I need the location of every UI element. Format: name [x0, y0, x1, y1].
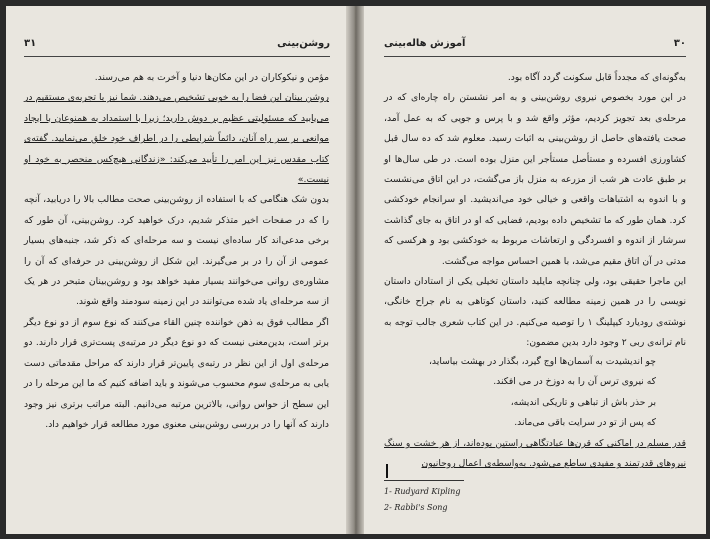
paragraph: اگر مطالب فوق به ذهن خواننده چنین القاء می‌کنند که نوع سوم از دو نوع دیگر برتر است، بدین‌معنی نیست که دو نوع دیگر در مرتبه‌ی پست‌تری قرار دارند. دو مرحله‌ی اول از این نظر در رتبه‌ی پایین‌تر قرار دارند که مراحل مقدماتی دست یابی به مرحله‌ی سوم محسوب می‌شوند و باید اضافه کنیم که ما این مرحله را در این سطح از حواس روانی، بالاترین مرتبه می‌دانیم. البته مراتب برتری نیز وجود دارند که آنها را در بررسی روشن‌بینی معنوی مورد مطالعه قرار خواهیم داد.: [24, 316, 329, 430]
right-page: [356, 6, 706, 534]
paragraph: مؤمن و نیکوکاران در این مکان‌ها دنیا و آخرت به هم می‌رسند.: [94, 72, 329, 83]
poem-line: بر حذر باش از تباهی و تاریکی اندیشه،: [510, 396, 656, 408]
body-text: [384, 68, 686, 354]
header-rule: [24, 56, 330, 57]
footnote: 1- Rudyard Kipling: [384, 487, 461, 496]
body-text: [24, 68, 329, 435]
poem: [406, 352, 656, 434]
poem-line: که نیروی ترس آن را به دوزخ در می افکند.: [493, 376, 656, 388]
book-spread: [6, 6, 706, 534]
page-number: ۳۱: [24, 38, 37, 49]
left-page: [6, 6, 352, 534]
footnote: 2- Rabbi's Song: [384, 503, 448, 512]
paragraph: روشن بینان این فضا را به خوبی تشخیص می‌دهند. شما نیز با تجربه‌ی مستقیم در می‌یابید که مسئولیتی عظیم بر دوش دارید؛ زیرا با استمداد به همنوعان با ایجاد موانعی بر سر راه آنان، دائماً شرایطی را در اطراف خود خلق می‌نمایید. گفته‌ی کتاب مقدس نیز این امر را تأیید می‌کند: «زندگانی هیچ‌کس منحصر به خود او نیست.»: [24, 92, 329, 186]
paragraph: به‌گونه‌ای که مجدداً قابل سکونت گردد آگاه بود.: [507, 72, 686, 83]
footnotes: [384, 484, 584, 516]
poem-line: که پس از تو در سرایت باقی می‌ماند.: [514, 417, 656, 429]
closing-paragraph: قدر مسلم در اماکنی که قرن‌ها عبادتگاهی راستین بوده‌اند، از هر خشت و سنگ نیروهای قدرتمند و مفیدی ساطع می‌شود. به‌واسطه‌ی اعمال روحانیون: [384, 438, 686, 470]
book-gutter: [346, 6, 364, 534]
poem-line: چو اندیشیدت به آسمان‌ها اوج گیرد، بگذار در بهشت بیاساید،: [428, 356, 656, 367]
paragraph: این ماجرا حقیقی بود، ولی چنانچه مایلید داستان تخیلی یکی از استادان داستان نویسی را در همین زمینه مطالعه کنید، داستان کوتاهی به نام جراح خانگی، نوشته‌ی رودیارد کیپلینگ ۱ را توصیه می‌کنیم. در این کتاب شعری جالب توجه به نام ترانه‌ی ربی ۲ وجود دارد بدین مضمون:: [384, 276, 686, 349]
paragraph: بدون شک هنگامی که با استفاده از روشن‌بینی صحت مطالب بالا را در‌یابید، آنچه را که در صفحات اخیر متذکر شدیم، درک خواهید کرد. روشن‌بینی، آن طور که برخی مدعی‌اند کار ساده‌ای نیست و سه مرحله‌ای که ذکر شد، جنبه‌های بسیار عمومی از آن را در بر می‌گیرند. این شکل از روشن‌بینی در حرفه‌ای که آن را مشاوره‌ی روانی می‌خوانند بسیار مفید خواهد بود و روشن‌بینان متبحر در هر یک از سه مرحله‌ای یاد شده می‌توانند در این زمینه سودمند واقع شوند.: [24, 194, 329, 308]
running-head: آموزش هاله‌بینی: [384, 38, 466, 49]
footnote-rule: [384, 480, 464, 481]
text-cursor-mark: [386, 464, 388, 478]
page-number: ۳۰: [673, 38, 686, 49]
header-rule: [384, 56, 686, 57]
running-head: روشن‌بینی: [277, 38, 330, 49]
paragraph: در این مورد بخصوص نیروی روشن‌بینی و به امر نشستن راه چاره‌ای که در مرحله‌ی بعد تجویز کردیم، مؤثر واقع شد و با پرس و جویی که به عمل آمد، صحت یافته‌های حاصل از روشن‌بینی به اثبات رسید. معلوم شد که ده سال قبل کشاورزی افسرده و مستأصل مستأجر این منزل بوده است. در طی سال‌ها او بر طبق عادت هر شب از مزرعه به منزل باز می‌گشت، در این اتاق می‌نشست و با اندوه به اشتباهات واقعی و خیالی خود می‌اندیشید. او سرانجام خودکشی کرد. همان طور که ما تشخیص داده بودیم، فضایی که او در اتاق به جای گذاشت سرشار از اندوه و افسردگی و ارتعاشات مربوط به خودکشی بود و هرکسی که مدتی در آن اتاق مقیم می‌شد، با همین احساس مواجه می‌گشت.: [384, 92, 686, 267]
